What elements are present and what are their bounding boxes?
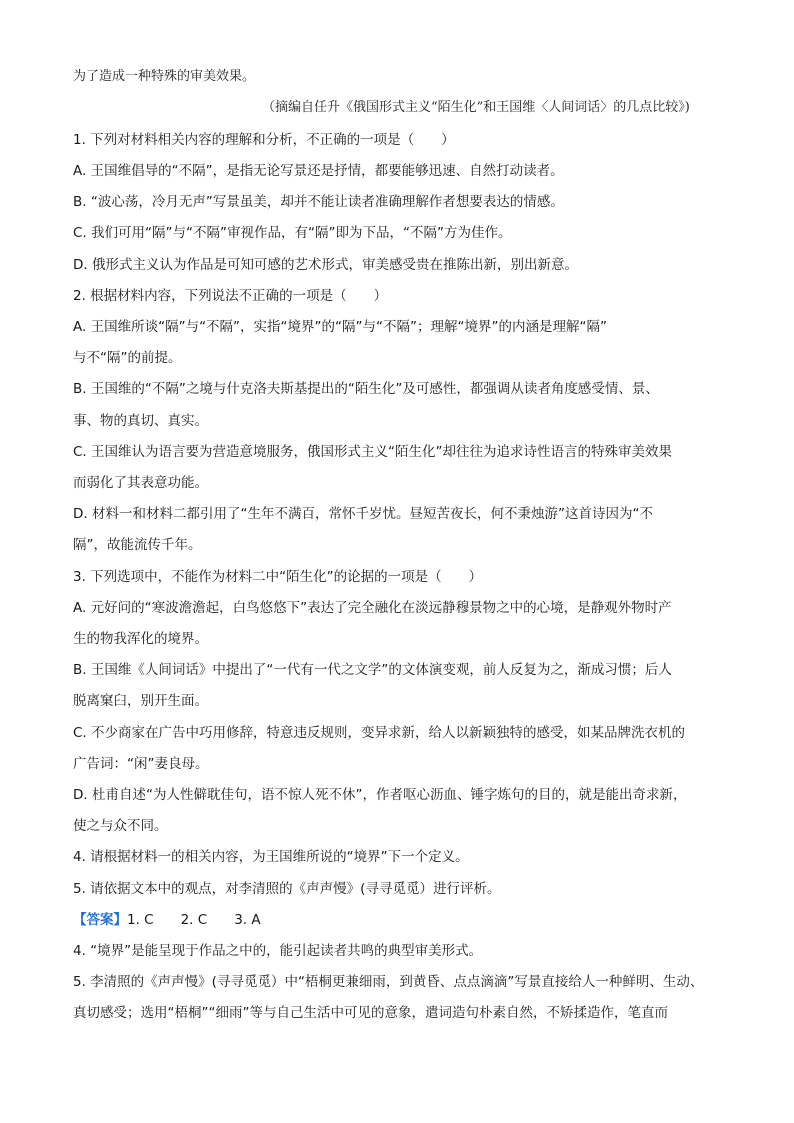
question-3-option-a-cont: 生的物我浑化的境界。: [73, 631, 208, 647]
question-2-option-a-cont: 与不“隔”的前提。: [73, 350, 182, 366]
question-2-option-c: C. 王国维认为语言要为营造意境服务，俄国形式主义“陌生化”却往往为追求诗性语言的特殊审美效果: [73, 444, 672, 460]
question-1-option-d: D. 俄形式主义认为作品是可知可感的艺术形式，审美感受贵在推陈出新，别出新意。: [73, 257, 578, 273]
answer-line: [73, 911, 261, 929]
answer-4-text: 4. “境界”是能呈现于作品之中的，能引起读者共鸣的典型审美形式。: [73, 943, 483, 959]
question-3-option-d-cont: 使之与众不同。: [73, 818, 168, 834]
answer-choices: 1. C 2. C 3. A: [127, 912, 261, 928]
question-3-stem: 3. 下列选项中，不能作为材料二中“陌生化”的论据的一项是（ ）: [73, 569, 483, 585]
question-2-option-d: D. 材料一和材料二都引用了“生年不满百，常怀千岁忧。昼短苦夜长，何不秉烛游”这首诗因为“不: [73, 506, 653, 522]
answer-tag: 【答案】: [73, 912, 127, 928]
question-3-option-b-cont: 脱离窠臼，别开生面。: [73, 693, 208, 709]
question-3-option-b: B. 王国维《人间词话》中提出了“一代有一代之文学”的文体演变观，前人反复为之，渐成习惯；后人: [73, 662, 672, 678]
question-1-option-c: C. 我们可用“隔”与“不隔”审视作品，有“隔”即为下品，“不隔”方为佳作。: [73, 225, 512, 241]
question-3-option-c: C. 不少商家在广告中巧用修辞，特意违反规则，变异求新，给人以新颖独特的感受，如某品牌洗衣机的: [73, 725, 686, 741]
question-5-stem: 5. 请依据文本中的观点，对李清照的《声声慢》(寻寻觅觅）进行评析。: [73, 881, 501, 897]
source-citation: （摘编自任升《俄国形式主义“陌生化”和王国维〈人间词话〉的几点比较》): [262, 100, 690, 115]
question-2-option-b: B. 王国维的“不隔”之境与什克洛夫斯基提出的“陌生化”及可感性，都强调从读者角度感受情、景、: [73, 381, 659, 397]
question-4-stem: 4. 请根据材料一的相关内容，为王国维所说的“境界”下一个定义。: [73, 849, 469, 865]
question-1-stem: 1. 下列对材料相关内容的理解和分析，不正确的一项是（ ）: [73, 132, 455, 148]
intro-tail-text: 为了造成一种特殊的审美效果。: [73, 69, 256, 84]
answer-5-line-1: 5. 李清照的《声声慢》(寻寻觅觅）中“梧桐更兼细雨，到黄昏、点点滴滴”写景直接给人一种鲜明、生动、: [73, 974, 704, 990]
question-2-option-d-cont: 隔”，故能流传千年。: [73, 537, 202, 553]
question-2-option-c-cont: 而弱化了其表意功能。: [73, 475, 208, 491]
question-2-option-a: A. 王国维所谈“隔”与“不隔”，实指“境界”的“隔”与“不隔”；理解“境界”的内涵是理解“隔”: [73, 319, 607, 335]
question-3-option-c-cont: 广告词：“闲”妻良母。: [73, 756, 209, 772]
question-2-stem: 2. 根据材料内容，下列说法不正确的一项是（ ）: [73, 288, 388, 304]
question-3-option-a: A. 元好问的“寒波澹澹起，白鸟悠悠下”表达了完全融化在淡远静穆景物之中的心境，是静观外物时产: [73, 600, 672, 616]
question-3-option-d: D. 杜甫自述“为人性僻耽佳句，语不惊人死不休”，作者呕心沥血、锤字炼句的目的，就是能出奇求新，: [73, 787, 687, 803]
question-1-option-b: B. “波心荡，冷月无声”写景虽美，却并不能让读者准确理解作者想要表达的情感。: [73, 194, 564, 210]
answer-5-line-2: 真切感受；选用“梧桐”“细雨”等与自己生活中可见的意象，遣词造句朴素自然，不矫揉造作，笔直而: [73, 1005, 668, 1021]
question-2-option-b-cont: 事、物的真切、真实。: [73, 413, 208, 429]
question-1-option-a: A. 王国维倡导的“不隔”，是指无论写景还是抒情，都要能够迅速、自然打动读者。: [73, 163, 564, 179]
